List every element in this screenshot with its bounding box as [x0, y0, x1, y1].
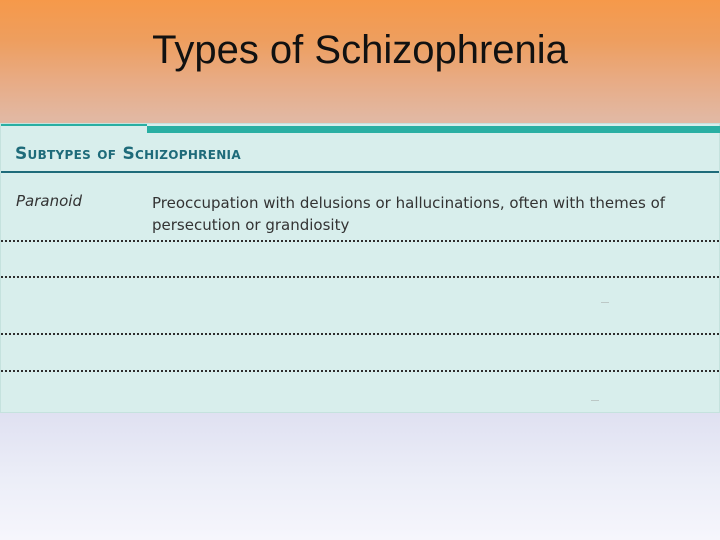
heading-rule: [1, 171, 719, 173]
subtypes-table: [0, 123, 720, 413]
row-divider: [1, 240, 719, 242]
row-term-paranoid: Paranoid: [16, 192, 82, 210]
row-divider: [1, 333, 719, 335]
table-heading: Subtypes of Schizophrenia: [15, 144, 241, 164]
row-divider: [1, 370, 719, 372]
row-description-paranoid: Preoccupation with delusions or hallucinations, often with themes of persecution or grandiosity: [152, 194, 666, 234]
table-top-rule: [147, 126, 720, 133]
faint-mark: [591, 400, 599, 401]
table-top-rule-left: [1, 124, 147, 126]
slide-title: Types of Schizophrenia: [152, 28, 568, 72]
faint-mark: [601, 302, 609, 303]
row-divider: [1, 276, 719, 278]
